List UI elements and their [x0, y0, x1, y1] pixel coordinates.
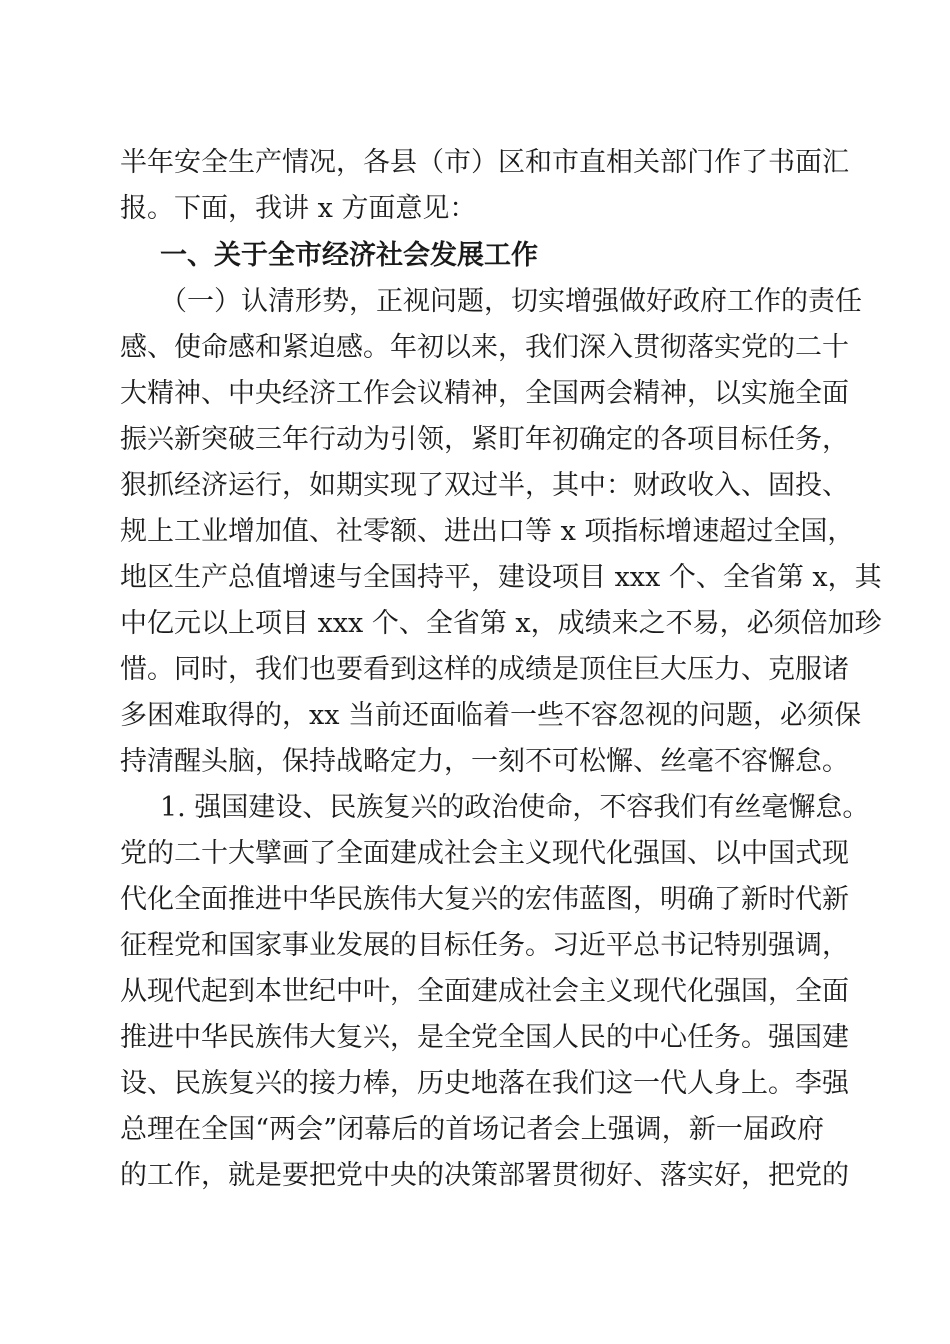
body-text-line: 报。下面，我讲 x 方面意见： [120, 193, 477, 224]
body-text-line: 代化全面推进中华民族伟大复兴的宏伟蓝图，明确了新时代新 [120, 884, 849, 915]
section-heading: 一、关于全市经济社会发展工作 [160, 240, 538, 271]
body-text-line: 推进中华民族伟大复兴，是全党全国人民的中心任务。强国建 [120, 1022, 849, 1053]
body-text-line: 多困难取得的，xx 当前还面临着一些不容忽视的问题，必须保 [120, 700, 862, 731]
body-text-line: 大精神、中央经济工作会议精神，全国两会精神，以实施全面 [120, 378, 849, 409]
body-text-line: 振兴新突破三年行动为引领，紧盯年初确定的各项目标任务， [120, 424, 849, 455]
body-text-segment: 年初以来，我们深入贯彻落实党的二十 [390, 332, 849, 363]
body-text-line: 设、民族复兴的接力棒，历史地落在我们这一代人身上。李强 [120, 1068, 849, 1099]
body-text-line: 持清醒头脑，保持战略定力，一刻不可松懈、丝毫不容懈怠。 [120, 746, 849, 777]
numbered-paragraph-heading: 1. 强国建设、民族复兴的政治使命，不容我们有丝毫懈怠。 [160, 792, 870, 823]
subsection-heading-line: （一）认清形势，正视问题，切实增强做好政府工作的责任 [160, 286, 862, 317]
body-text-line: 党的二十大擘画了全面建成社会主义现代化强国、以中国式现 [120, 838, 849, 869]
body-text-line: 规上工业增加值、社零额、进出口等 x 项指标增速超过全国， [120, 516, 855, 547]
body-text-line: 的工作，就是要把党中央的决策部署贯彻好、落实好，把党的 [120, 1160, 849, 1191]
body-text-line: 狠抓经济运行，如期实现了双过半，其中：财政收入、固投、 [120, 470, 849, 501]
body-text-line: 从现代起到本世纪中叶，全面建成社会主义现代化强国，全面 [120, 976, 849, 1007]
body-text-line: 总理在全国“两会”闭幕后的首场记者会上强调，新一届政府 [120, 1114, 824, 1145]
body-text-line: 惜。同时，我们也要看到这样的成绩是顶住巨大压力、克服诸 [120, 654, 849, 685]
body-text-line: 半年安全生产情况，各县（市）区和市直相关部门作了书面汇 [120, 147, 849, 178]
body-text-line: 地区生产总值增速与全国持平，建设项目 xxx 个、全省第 x，其 [120, 562, 882, 593]
subsection-heading-end: 感、使命感和紧迫感。 [120, 332, 390, 363]
body-text-line: 中亿元以上项目 xxx 个、全省第 x，成绩来之不易，必须倍加珍 [120, 608, 882, 639]
body-text-line: 征程党和国家事业发展的目标任务。习近平总书记特别强调， [120, 930, 849, 961]
body-text-line [120, 328, 849, 368]
